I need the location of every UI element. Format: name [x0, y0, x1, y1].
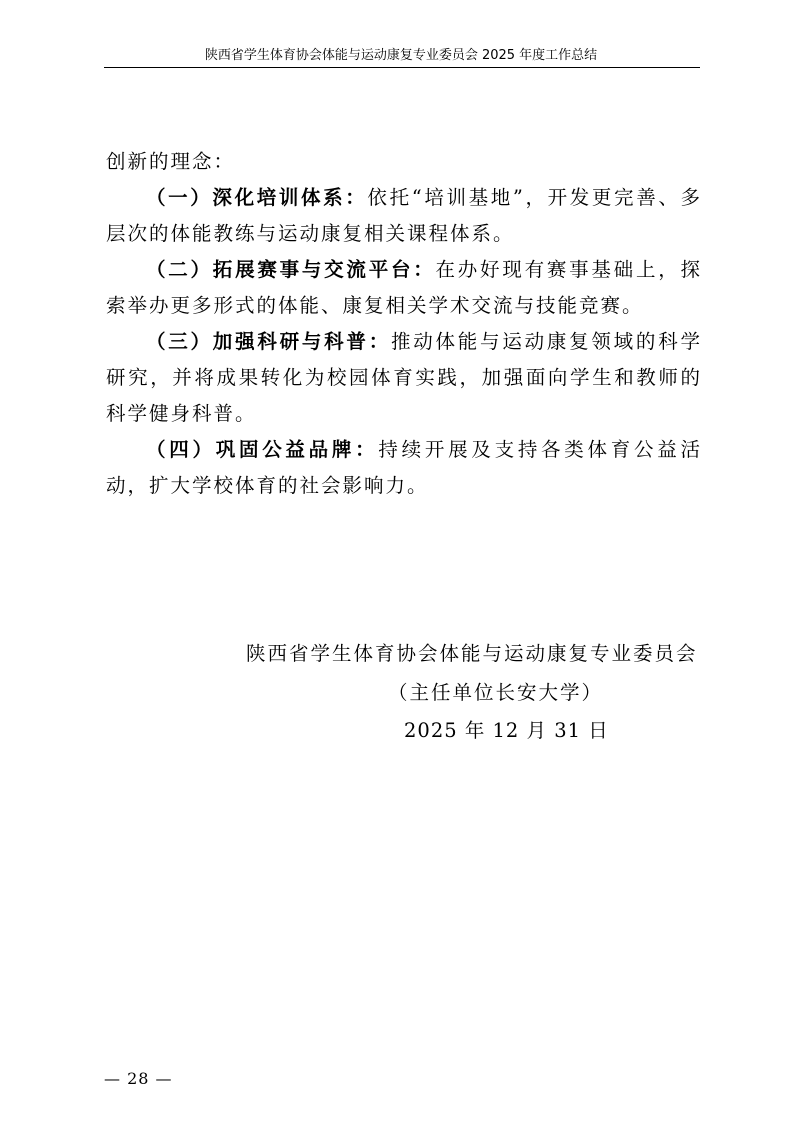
item-heading: （二）拓展赛事与交流平台：	[146, 258, 436, 281]
list-item	[106, 252, 702, 324]
list-item	[106, 432, 702, 504]
item-text: 依托“培训基地”，开发更完善、多层次的体能教练与运动康复相关课程体系。	[106, 186, 702, 245]
signature-date: 2025 年 12 月 31 日	[404, 719, 609, 742]
intro-paragraph: 创新的理念：	[106, 150, 236, 173]
signature-organization: 陕西省学生体育协会体能与运动康复专业委员会	[246, 642, 698, 665]
item-heading: （三）加强科研与科普：	[146, 330, 391, 353]
item-heading: （四）巩固公益品牌：	[146, 438, 379, 461]
header-divider	[104, 67, 700, 68]
page-number: — 28 —	[104, 1069, 173, 1088]
list-item	[106, 324, 702, 432]
signature-unit: （主任单位长安大学）	[388, 681, 604, 704]
document-body	[106, 144, 702, 504]
item-heading: （一）深化培训体系：	[146, 186, 368, 209]
page-header-title: 陕西省学生体育协会体能与运动康复专业委员会 2025 年度工作总结	[204, 48, 598, 63]
list-item	[106, 180, 702, 252]
item-text: 推动体能与运动康复领域的科学研究，并将成果转化为校园体育实践，加强面向学生和教师的科学健身科普。	[106, 330, 702, 425]
item-text: 持续开展及支持各类体育公益活动，扩大学校体育的社会影响力。	[106, 438, 702, 497]
item-text: 在办好现有赛事基础上，探索举办更多形式的体能、康复相关学术交流与技能竞赛。	[106, 258, 702, 317]
